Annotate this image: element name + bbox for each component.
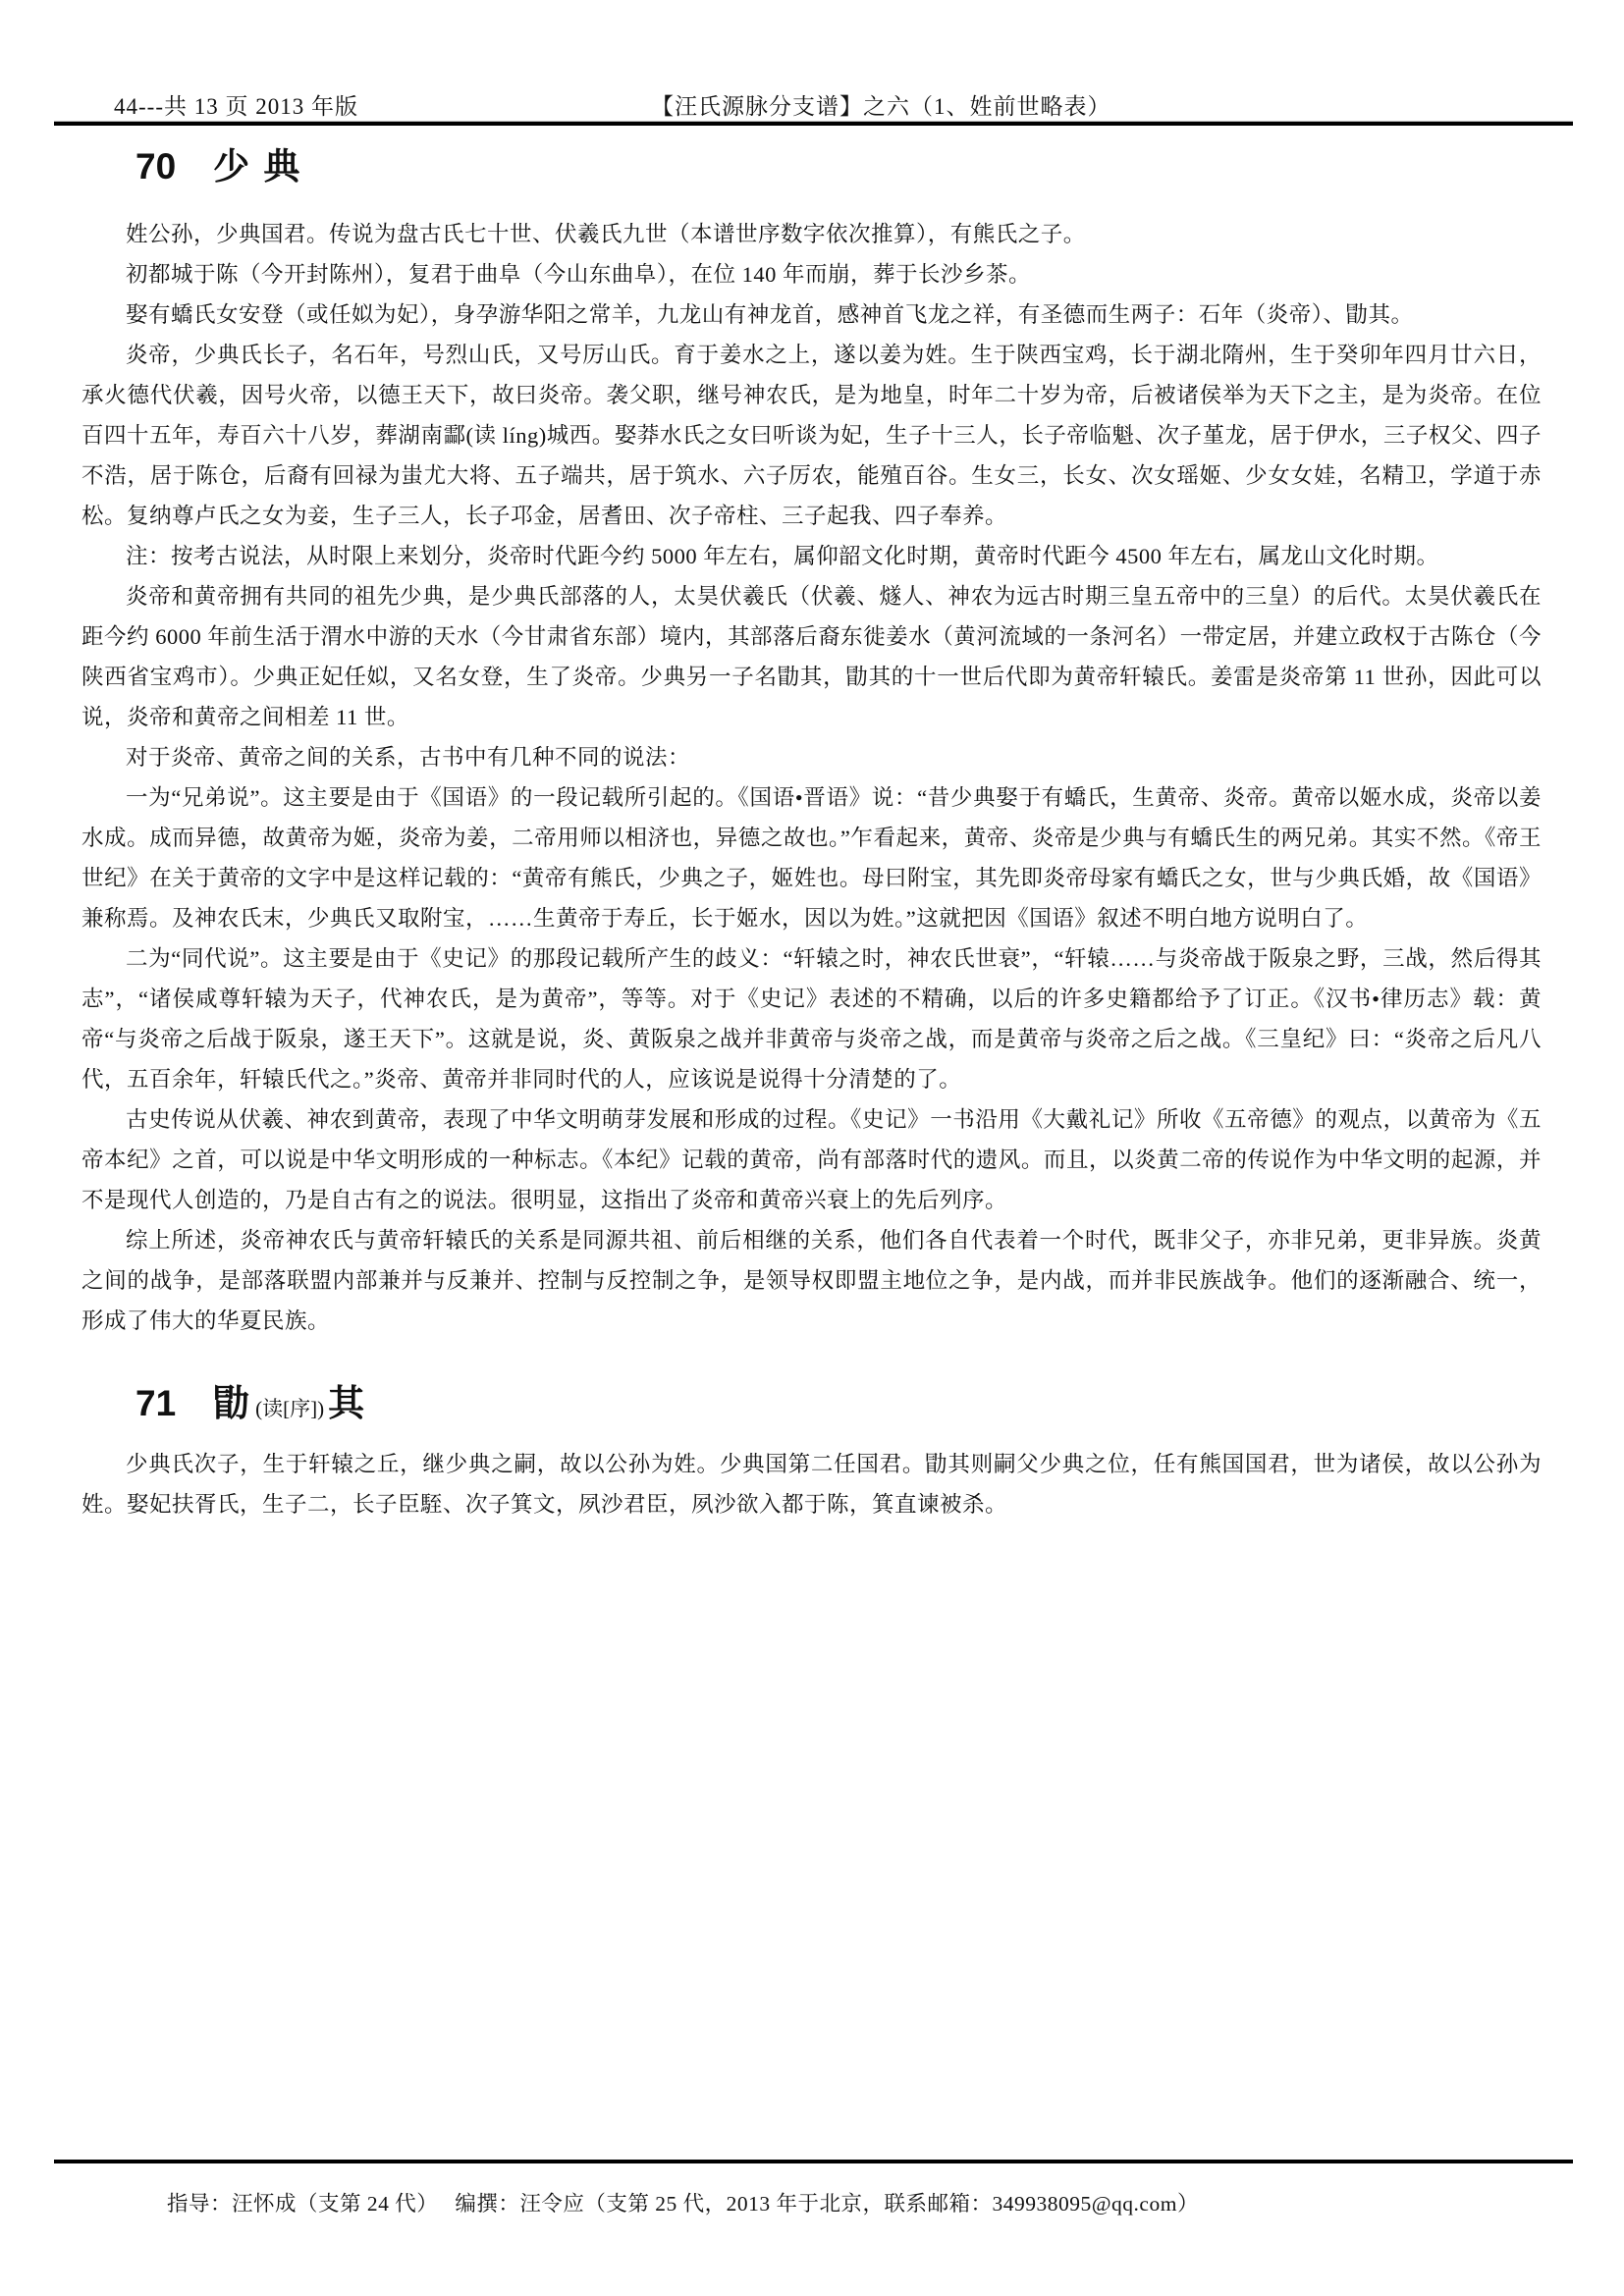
page-header	[0, 88, 1624, 122]
paragraph: 对于炎帝、黄帝之间的关系，古书中有几种不同的说法：	[126, 745, 691, 770]
paragraph: 炎帝和黄帝拥有共同的祖先少典，是少典氏部落的人，太昊伏羲氏（伏羲、燧人、神农为远古时期三皇五帝中的三皇）的后代。太昊伏羲氏在距今约 6000 年前生活于渭水中游的天水（今甘肃省东部）境内，其部落后裔东徙姜水（黄河流域的一条河名）一带定居，并建立政权于古陈仓（今陕西省宝鸡市）。少典正妃任姒，又名女登，生了炎帝。少典另一子名勖其，勖其的十一世后代即为黄帝轩辕氏。姜雷是炎帝第 11 世孙，因此可以说，炎帝和黄帝之间相差 11 世。	[81, 584, 1542, 729]
section-71-title-tail: 其	[328, 1383, 367, 1423]
paragraph: 一为“兄弟说”。这主要是由于《国语》的一段记载所引起的。《国语•晋语》说：“昔少典娶于有蟜氏，生黄帝、炎帝。黄帝以姬水成，炎帝以姜水成。成而异德，故黄帝为姬，炎帝为姜，二帝用师以相济也，异德之故也。”乍看起来，黄帝、炎帝是少典与有蟜氏生的两兄弟。其实不然。《帝王世纪》在关于黄帝的文字中是这样记载的：“黄帝有熊氏，少典之子，姬姓也。母曰附宝，其先即炎帝母家有蟜氏之女，世与少典氏婚，故《国语》兼称焉。及神农氏末，少典氏又取附宝，……生黄帝于寿丘，长于姬水，因以为姓。”这就把因《国语》叙述不明白地方说明白了。	[81, 785, 1542, 931]
footer-credits: 指导：汪怀成（支第 24 代） 编撰：汪令应（支第 25 代，2013 年于北京，联系邮箱：349938095@qq.com）	[167, 2192, 1199, 2216]
footer-rule	[54, 2160, 1573, 2163]
section-70-title: 少 典	[213, 146, 302, 187]
paragraph: 姓公孙，少典国君。传说为盘古氏七十世、伏羲氏九世（本谱世序数字依次推算），有熊氏之子。	[126, 222, 1086, 246]
paragraph: 娶有蟜氏女安登（或任姒为妃），身孕游华阳之常羊，九龙山有神龙首，感神首飞龙之祥，有圣德而生两子：石年（炎帝）、勖其。	[126, 302, 1414, 327]
section-71-heading	[81, 1382, 1542, 1430]
section-70-number: 70	[135, 146, 177, 187]
paragraph: 初都城于陈（今开封陈州），复君于曲阜（今山东曲阜），在位 140 年而崩，葬于长沙乡茶。	[126, 262, 1032, 287]
document-title: 【汪氏源脉分支谱】之六（1、姓前世略表）	[651, 94, 1111, 119]
paragraph: 炎帝，少典氏长子，名石年，号烈山氏，又号厉山氏。育于姜水之上，遂以姜为姓。生于陕西宝鸡，长于湖北隋州，生于癸卯年四月廿六日，承火德代伏羲，因号火帝，以德王天下，故曰炎帝。袭父职，继号神农氏，是为地皇，时年二十岁为帝，后被诸侯举为天下之主，是为炎帝。在位百四十五年，寿百六十八岁，葬湖南酃(读 líng)城西。娶莽水氏之女曰听谈为妃，生子十三人，长子帝临魁、次子堇龙，居于伊水，三子权父、四子不浩，居于陈仓，后裔有回禄为蚩尤大将、五子端共，居于筑水、六子厉农，能殖百谷。生女三，长女、次女瑶姬、少女女娃，名精卫，学道于赤松。复纳尊卢氏之女为妾，生子三人，长子邛金，居耆田、次子帝柱、三子起我、四子奉养。	[81, 343, 1542, 528]
paragraph: 注：按考古说法，从时限上来划分，炎帝时代距今约 5000 年左右，属仰韶文化时期，黄帝时代距今 4500 年左右，属龙山文化时期。	[126, 544, 1439, 568]
paragraph: 综上所述，炎帝神农氏与黄帝轩辕氏的关系是同源共祖、前后相继的关系，他们各自代表着一个时代，既非父子，亦非兄弟，更非异族。炎黄之间的战争，是部落联盟内部兼并与反兼并、控制与反控制之争，是领导权即盟主地位之争，是内战，而并非民族战争。他们的逐渐融合、统一，形成了伟大的华夏民族。	[81, 1228, 1542, 1333]
paragraph: 少典氏次子，生于轩辕之丘，继少典之嗣，故以公孙为姓。少典国第二任国君。勖其则嗣父少典之位，任有熊国国君，世为诸侯，故以公孙为姓。娶妃扶胥氏，生子二，长子臣駤、次子箕文，夙沙君臣，夙沙欲入都于陈，箕直谏被杀。	[81, 1452, 1542, 1517]
section-70-heading	[81, 145, 1542, 188]
document-body	[81, 135, 1542, 1524]
section-71-title-main: 勖	[213, 1383, 252, 1423]
section-71-number: 71	[135, 1383, 177, 1423]
paragraph: 古史传说从伏羲、神农到黄帝，表现了中华文明萌芽发展和形成的过程。《史记》一书沿用《大戴礼记》所收《五帝德》的观点，以黄帝为《五帝本纪》之首，可以说是中华文明形成的一种标志。《本纪》记载的黄帝，尚有部落时代的遗风。而且，以炎黄二帝的传说作为中华文明的起源，并不是现代人创造的，乃是自古有之的说法。很明显，这指出了炎帝和黄帝兴衰上的先后列序。	[81, 1107, 1542, 1212]
header-rule	[54, 121, 1573, 126]
paragraph: 二为“同代说”。这主要是由于《史记》的那段记载所产生的歧义：“轩辕之时，神农氏世衰”，“轩辕……与炎帝战于阪泉之野，三战，然后得其志”，“诸侯咸尊轩辕为天子，代神农氏，是为黄帝”，等等。对于《史记》表述的不精确，以后的许多史籍都给予了订正。《汉书•律历志》载：黄帝“与炎帝之后战于阪泉，遂王天下”。这就是说，炎、黄阪泉之战并非黄帝与炎帝之战，而是黄帝与炎帝之后之战。《三皇纪》曰：“炎帝之后凡八代，五百余年，轩辕氏代之。”炎帝、黄帝并非同时代的人，应该说是说得十分清楚的了。	[81, 946, 1542, 1092]
section-71-reading-note: (读[序])	[255, 1397, 325, 1420]
page-number-edition: 44---共 13 页 2013 年版	[114, 94, 358, 119]
